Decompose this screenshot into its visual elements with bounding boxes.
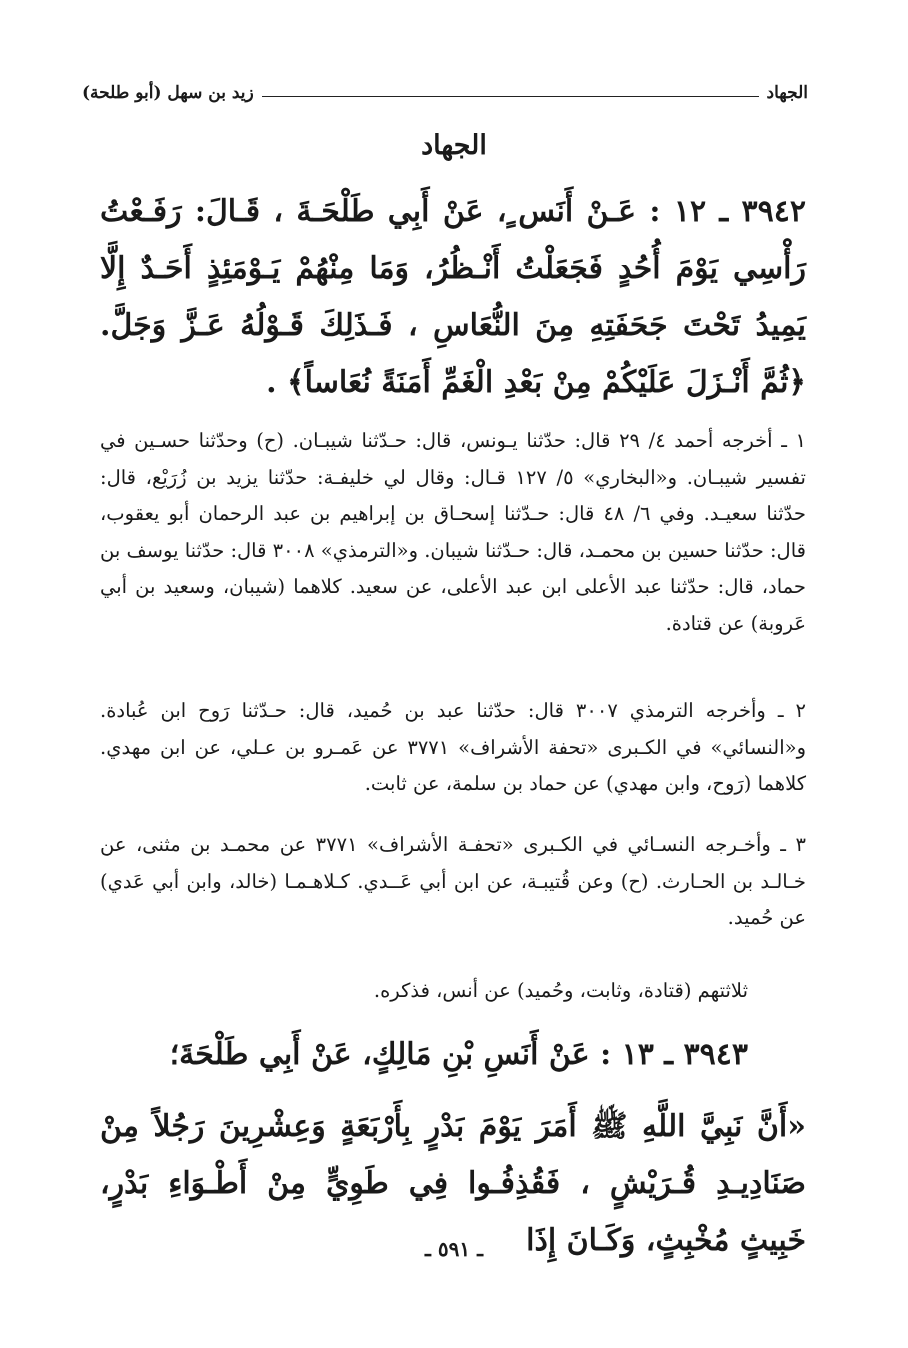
footnote-2 — [100, 693, 806, 803]
footnote-summary — [100, 973, 748, 1010]
footnote-2-text: ٢ ـ وأخرجه الترمذي ٣٠٠٧ قال: حدّثنا عبد بن حُميد، قال: حـدّثنا رَوح ابن عُبادة. و«النسائي» في الكـبرى «تحفة الأشراف» ٣٧٧١ عن عَمـرو بن عـلي، عن ابن مهدي. كلاهما (رَوح، وابن مهدي) عن حماد بن سلمة، عن ثابت. — [100, 699, 806, 796]
hadith-3943-text: «أَنَّ نَبِيَّ اللَّهِ ﷺ أَمَرَ يَوْمَ بَدْرٍ بِأَرْبَعَةٍ وَعِشْرِينَ رَجُلاً مِنْ صَنَادِيـدِ قُـرَيْشٍ ، فَقُذِفُـوا فِي طَوِيٍّ مِنْ أَطْـوَاءِ بَدْرٍ، خَبِيثٍ مُخْبِثٍ، وَكَـانَ إِذَا — [100, 1109, 806, 1258]
hadith-3942-text: ٣٩٤٢ ـ ١٢ : عَـنْ أَنَس ٍ، عَنْ أَبِي طَلْحَـةَ ، قَـالَ: رَفَـعْتُ رَأْسِي يَوْمَ أُحُدٍ فَجَعَلْتُ أَنْـظُرُ، وَمَا مِنْهُمْ يَـوْمَئِذٍ أَحَـدٌ إِلَّا يَمِيدُ تَحْتَ جَحَفَتِهِ مِنَ النُّعَاسِ ، فَـذَلِكَ قَـوْلُهُ عَـزَّ وَجَلَّ. ﴿ثُمَّ أَنْـزَلَ عَلَيْكُمْ مِنْ بَعْدِ الْغَمِّ أَمَنَةً نُعَاساً﴾ . — [100, 194, 806, 400]
footnote-1-text: ١ ـ أخرجه أحمد ٤/ ٢٩ قال: حدّثنا يـونس، قال: حـدّثنا شيبـان. (ح) وحدّثنا حسـين في تفسير شيبـان. و«البخاري» ٥/ ١٢٧ قـال: وقال لي خليفـة: حدّثنا يزيد بن زُرَيْع، قال: حدّثنا سعيـد. وفي ٦/ ٤٨ قال: حـدّثنا إسحـاق بن إبراهيم بن عبد الرحمان أبو يعقوب، قال: حدّثنا حسين بن محمـد، قال: حـدّثنا شيبان. و«الترمذي» ٣٠٠٨ قال: حدّثنا يوسف بن حماد، قال: حدّثنا عبد الأعلى ابن عبد الأعلى، عن سعيد. كلاهما (شيبان، وسعيد بن أبي عَروبة) عن قتادة. — [100, 429, 806, 635]
footnote-1 — [100, 423, 806, 643]
hadith-3943-heading: ٣٩٤٣ ـ ١٣ : عَنْ أَنَسِ بْنِ مَالِكٍ، عَنْ أَبِي طَلْحَةَ؛ — [169, 1037, 748, 1072]
header-rule — [262, 96, 759, 97]
footnote-3 — [100, 827, 806, 937]
header-narrator: زيد بن سهل (أبو طلحة) — [82, 83, 254, 103]
running-header — [82, 78, 808, 108]
footnote-3-text: ٣ ـ وأخـرجه النسـائي في الكـبرى «تحفـة الأشراف» ٣٧٧١ عن محمـد بن مثنى، عن خـالـد بن الحـارث. (ح) وعن قُتيبـة، عن ابن أبي عَــدي. كـلاهـمـا (خالد، وابن أبي عَدي) عن حُميد. — [100, 833, 806, 930]
page-number: ـ ٥٩١ ـ — [425, 1237, 483, 1261]
footnote-summary-text: ثلاثتهم (قتادة، وثابت، وحُميد) عن أنس، فذكره. — [373, 979, 748, 1002]
header-chapter: الجهاد — [766, 83, 808, 103]
section-title: الجهاد — [421, 130, 487, 161]
